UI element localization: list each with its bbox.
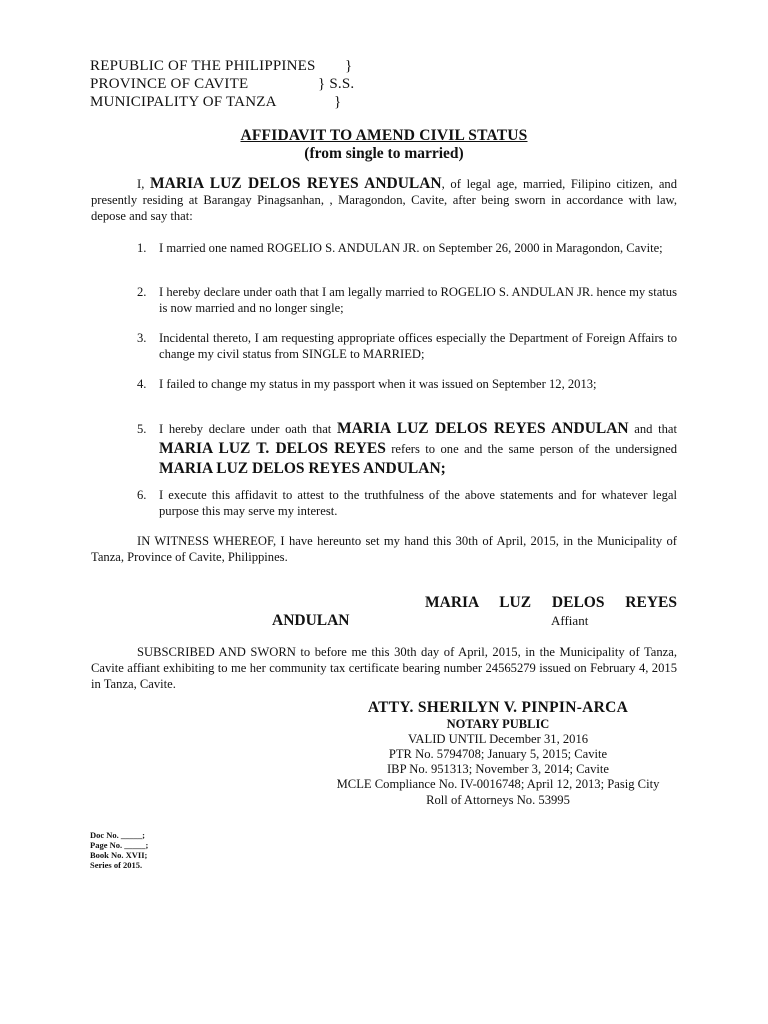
venue-line-municipality: MUNICIPALITY OF TANZA } — [90, 94, 342, 110]
notary-validity: VALID UNTIL December 31, 2016 — [407, 732, 589, 746]
affiant-name-inline: MARIA LUZ DELOS REYES ANDULAN — [150, 175, 442, 192]
doc-number: Doc No. _____; — [90, 830, 146, 840]
list-item — [137, 376, 677, 392]
witness-paragraph: IN WITNESS WHEREOF, I have hereunto set my hand this 30th of April, 2015, in the Municipality of Tanza, Province of Cavite, Philippines. — [91, 534, 677, 564]
item-number: 1. — [137, 241, 147, 255]
venue-brace: } — [334, 94, 342, 110]
item-text: Incidental thereto, I am requesting appropriate offices especially the Department of Foreign Affairs to change my civil status from SINGLE to MARRIED; — [159, 331, 677, 361]
item-text: I execute this affidavit to attest to the truthfulness of the above statements and for whatever legal purpose this may serve my interest. — [159, 488, 677, 518]
item-text: I hereby declare under oath that I am legally married to ROGELIO S. ANDULAN JR. hence my status is now married and no longer single; — [159, 285, 677, 315]
intro-paragraph: I, MARIA LUZ DELOS REYES ANDULAN, of legal age, married, Filipino citizen, and presently residing at Barangay Pinagsanhan, , Maragondon, Cavite, after being sworn in accordance with law, depose and say that: — [91, 175, 678, 223]
notary-ptr: PTR No. 5794708; January 5, 2015; Cavite — [388, 747, 608, 761]
item-number: 3. — [137, 331, 147, 345]
list-item — [137, 284, 677, 316]
page-number: Page No. _____; — [90, 840, 149, 850]
document-title: AFFIDAVIT TO AMEND CIVIL STATUS — [240, 127, 528, 144]
series: Series of 2015. — [90, 860, 143, 870]
venue-brace: } — [345, 58, 353, 74]
affiant-signature-name: MARIA LUZ DELOS REYES — [425, 594, 677, 611]
notary-ibp: IBP No. 951313; November 3, 2014; Cavite — [386, 762, 609, 776]
item-number: 4. — [137, 377, 147, 391]
notary-title: NOTARY PUBLIC — [446, 717, 550, 731]
list-item — [137, 330, 677, 362]
jurat-paragraph: SUBSCRIBED AND SWORN to before me this 30th day of April, 2015, in the Municipality of Tanza, Cavite affiant exhibiting to me her community tax certificate bearing number 24565279 issued on February 4, 2015 in Tanza, Cavite. — [91, 645, 677, 691]
list-item — [137, 487, 677, 519]
list-item — [137, 240, 677, 256]
affiant-label: Affiant — [551, 613, 589, 628]
venue-block — [90, 57, 355, 111]
item-number: 6. — [137, 488, 147, 502]
document-subtitle: (from single to married) — [304, 145, 464, 162]
notary-name: ATTY. SHERILYN V. PINPIN-ARCA — [367, 699, 629, 716]
item-text: I failed to change my status in my passport when it was issued on September 12, 2013; — [159, 377, 597, 391]
venue-line-republic: REPUBLIC OF THE PHILIPPINES } — [90, 58, 353, 74]
doc-references — [90, 830, 148, 870]
item-text: I hereby declare under oath that MARIA LUZ DELOS REYES ANDULAN and that MARIA LUZ T. DELOS REYES refers to one and the same person of the undersigned MARIA LUZ DELOS REYES ANDULAN; — [159, 420, 677, 477]
item-number: 2. — [137, 285, 147, 299]
book-number: Book No. XVII; — [90, 850, 148, 860]
affiant-signature-name-cont: ANDULAN — [272, 612, 350, 629]
item-text: I married one named ROGELIO S. ANDULAN JR. on September 26, 2000 in Maragondon, Cavite; — [159, 241, 663, 255]
list-item — [137, 419, 677, 479]
notary-roll: Roll of Attorneys No. 53995 — [426, 793, 570, 807]
item-number: 5. — [137, 422, 147, 436]
notary-mcle: MCLE Compliance No. IV-0016748; April 12, 2013; Pasig City — [336, 777, 660, 791]
venue-line-province: PROVINCE OF CAVITE } S.S. — [90, 76, 355, 92]
venue-brace-ss: } S.S. — [318, 76, 355, 92]
